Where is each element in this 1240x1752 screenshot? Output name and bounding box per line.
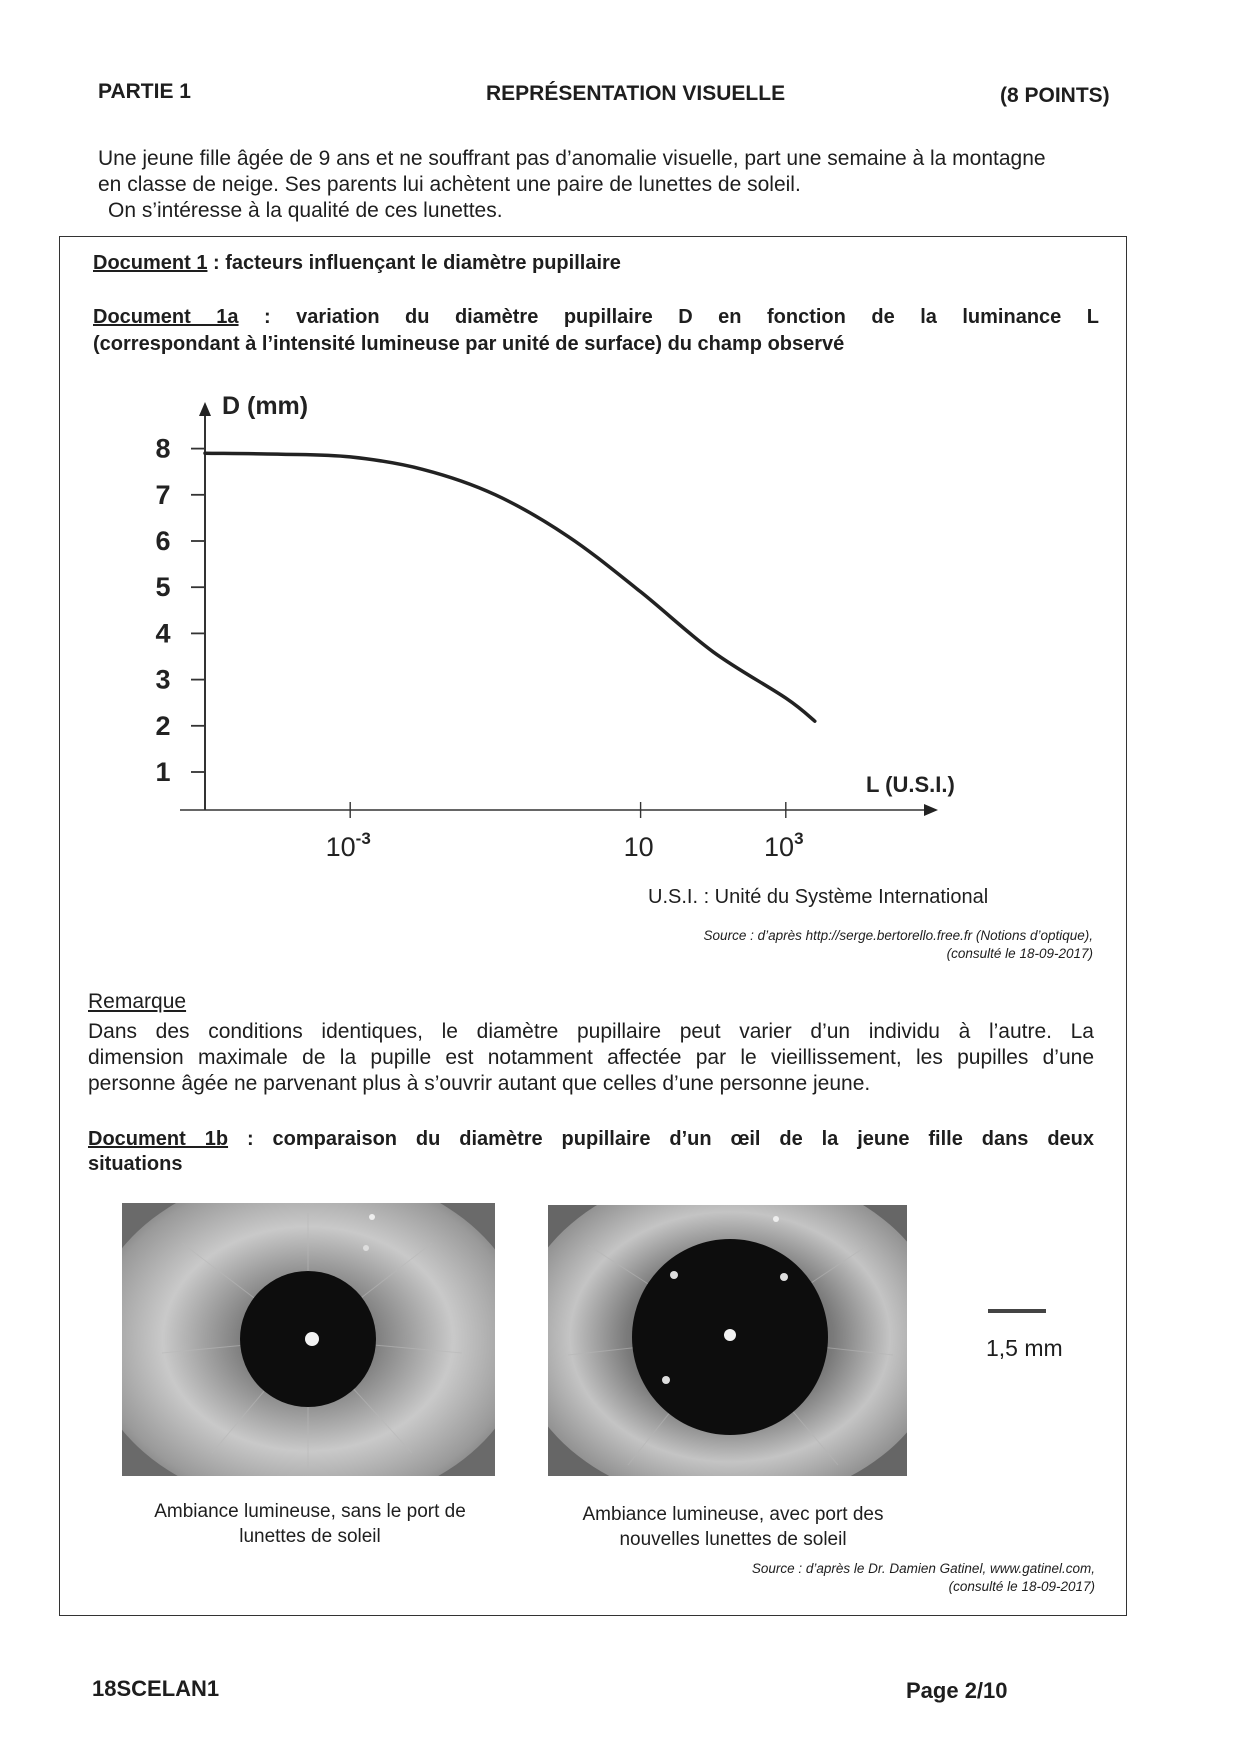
y-tick-label-3: 3 bbox=[155, 664, 171, 695]
x-axis-label: L (U.S.I.) bbox=[866, 772, 955, 797]
intro-line-3: On s’intéresse à la qualité de ces lunettes. bbox=[108, 199, 503, 222]
page-number: Page 2/10 bbox=[906, 1678, 1008, 1703]
remark-line-3: personne âgée ne parvenant plus à s’ouvrir autant que celles d’une personne jeune. bbox=[88, 1072, 871, 1095]
source-2 bbox=[560, 1560, 1095, 1596]
doc1a-title-1: : variation du diamètre pupillaire D en fonction de la luminance L bbox=[238, 306, 1099, 328]
document-code: 18SCELAN1 bbox=[92, 1676, 220, 1701]
x-ticks bbox=[326, 802, 804, 862]
caption-2-line-1: Ambiance lumineuse, avec port des bbox=[582, 1504, 884, 1525]
remark-line-2: dimension maximale de la pupille est notamment affectée par le vieillissement, les pupilles d’une bbox=[88, 1046, 1094, 1069]
eye-photo-without-glasses bbox=[122, 1203, 495, 1476]
series-line-d bbox=[205, 453, 815, 721]
source-1-line-1: Source : d’après http://serge.bertorello.free.fr (Notions d’optique), bbox=[703, 928, 1093, 943]
y-tick-label-2: 2 bbox=[155, 710, 171, 741]
scale-label: 1,5 mm bbox=[986, 1335, 1063, 1361]
eye-photo-with-glasses bbox=[548, 1205, 907, 1476]
y-axis-arrow bbox=[199, 402, 211, 416]
doc1a-heading-line-2: (correspondant à l’intensité lumineuse par unité de surface) du champ observé bbox=[93, 333, 845, 355]
doc1-title: : facteurs influençant le diamètre pupillaire bbox=[207, 252, 621, 274]
doc1-label: Document 1 bbox=[93, 252, 208, 274]
y-tick-label-1: 1 bbox=[155, 757, 171, 787]
y-ticks bbox=[155, 434, 205, 787]
intro-line-1: Une jeune fille âgée de 9 ans et ne souffrant pas d’anomalie visuelle, part une semaine à la montagne bbox=[98, 147, 1046, 170]
source-1-line-2: (consulté le 18-09-2017) bbox=[946, 946, 1093, 961]
source-2-line-2: (consulté le 18-09-2017) bbox=[948, 1579, 1095, 1594]
x-axis-arrow bbox=[924, 804, 938, 816]
caption-with-glasses bbox=[548, 1502, 918, 1552]
caption-without-glasses bbox=[120, 1499, 500, 1549]
doc1a-label: Document 1a bbox=[93, 306, 239, 328]
x-tick-label-0: $10^{-3}$ bbox=[325, 829, 371, 862]
y-tick-label-7: 7 bbox=[155, 479, 171, 510]
page-title: REPRÉSENTATION VISUELLE bbox=[486, 82, 786, 105]
source-1 bbox=[520, 927, 1093, 963]
caption-1-line-2: lunettes de soleil bbox=[239, 1526, 381, 1547]
points-label: (8 POINTS) bbox=[1000, 84, 1110, 107]
scale-bar bbox=[988, 1309, 1046, 1313]
y-tick-label-4: 4 bbox=[155, 618, 171, 649]
intro-line-2: en classe de neige. Ses parents lui achètent une paire de lunettes de soleil. bbox=[98, 173, 801, 196]
chart-axes bbox=[180, 402, 938, 816]
y-tick-label-8: 8 bbox=[155, 433, 171, 464]
y-tick-label-5: 5 bbox=[155, 572, 171, 603]
part-label: PARTIE 1 bbox=[98, 80, 191, 103]
doc1b-title-1: : comparaison du diamètre pupillaire d’un œil de la jeune fille dans deux bbox=[228, 1128, 1094, 1150]
remark-label: Remarque bbox=[88, 990, 187, 1013]
caption-2-line-2: nouvelles lunettes de soleil bbox=[619, 1529, 847, 1550]
remark-line-1: Dans des conditions identiques, le diamètre pupillaire peut varier d’un individu à l’autre. La bbox=[88, 1020, 1094, 1043]
y-tick-label-6: 6 bbox=[155, 526, 171, 556]
caption-1-line-1: Ambiance lumineuse, sans le port de bbox=[154, 1501, 466, 1522]
doc1b-heading-line-1 bbox=[88, 1128, 1094, 1151]
source-2-line-1: Source : d’après le Dr. Damien Gatinel, www.gatinel.com, bbox=[751, 1561, 1095, 1576]
x-tick-label-1: 10 bbox=[623, 832, 654, 862]
y-axis-label: D (mm) bbox=[222, 392, 309, 420]
usi-note: U.S.I. : Unité du Système International bbox=[648, 886, 989, 908]
doc1b-heading-line-2: situations bbox=[88, 1153, 183, 1175]
x-tick-label-2: $10^3$ bbox=[764, 829, 804, 862]
doc1b-label: Document 1b bbox=[88, 1128, 229, 1150]
